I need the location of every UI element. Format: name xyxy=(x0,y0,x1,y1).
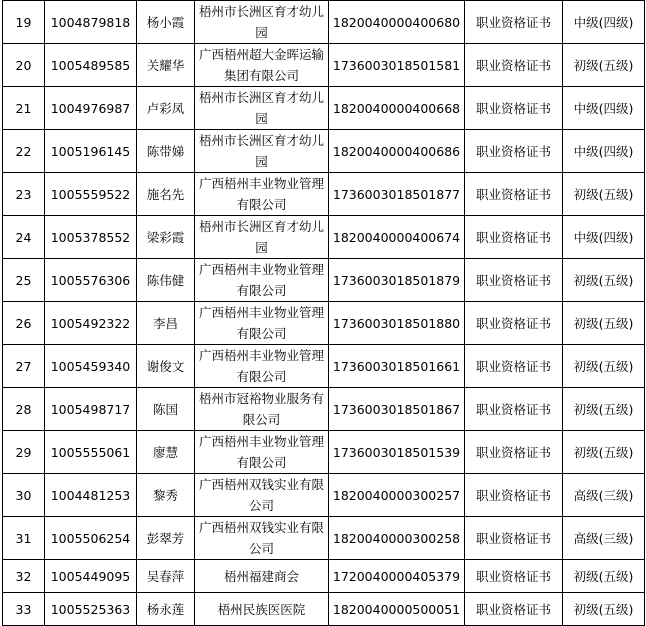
table-row xyxy=(3,345,645,388)
certificate-type-cell: 职业资格证书 xyxy=(465,474,563,517)
table-row xyxy=(3,87,645,130)
employer-cell: 广西梧州超大金晖运输集团有限公司 xyxy=(195,44,329,87)
level-cell: 中级(四级) xyxy=(563,1,645,44)
certificate-number-cell: 1736003018501880 xyxy=(329,302,465,345)
applicant-id-cell: 1005489585 xyxy=(45,44,137,87)
employer-cell: 梧州市长洲区育才幼儿园 xyxy=(195,1,329,44)
row-number-cell: 32 xyxy=(3,560,45,593)
table-row xyxy=(3,431,645,474)
applicant-id-cell: 1005555061 xyxy=(45,431,137,474)
certificate-number-cell: 1736003018501867 xyxy=(329,388,465,431)
employer-cell: 梧州市长洲区育才幼儿园 xyxy=(195,87,329,130)
certificate-type-cell: 职业资格证书 xyxy=(465,216,563,259)
certificate-type-cell: 职业资格证书 xyxy=(465,560,563,593)
level-cell: 初级(五级) xyxy=(563,388,645,431)
row-number-cell: 22 xyxy=(3,130,45,173)
level-cell: 中级(四级) xyxy=(563,216,645,259)
table-row xyxy=(3,517,645,560)
applicant-id-cell: 1005559522 xyxy=(45,173,137,216)
certificate-type-cell: 职业资格证书 xyxy=(465,44,563,87)
level-cell: 初级(五级) xyxy=(563,44,645,87)
row-number-cell: 20 xyxy=(3,44,45,87)
level-cell: 中级(四级) xyxy=(563,130,645,173)
applicant-id-cell: 1005378552 xyxy=(45,216,137,259)
row-number-cell: 33 xyxy=(3,593,45,626)
certificate-number-cell: 1820040000300257 xyxy=(329,474,465,517)
name-cell: 李昌 xyxy=(137,302,195,345)
table-row xyxy=(3,259,645,302)
certificate-table xyxy=(2,0,645,626)
applicant-id-cell: 1005525363 xyxy=(45,593,137,626)
table-row xyxy=(3,173,645,216)
name-cell: 施名先 xyxy=(137,173,195,216)
certificate-type-cell: 职业资格证书 xyxy=(465,173,563,216)
applicant-id-cell: 1005498717 xyxy=(45,388,137,431)
applicant-id-cell: 1005506254 xyxy=(45,517,137,560)
certificate-number-cell: 1736003018501581 xyxy=(329,44,465,87)
level-cell: 初级(五级) xyxy=(563,345,645,388)
table-body xyxy=(3,1,645,626)
applicant-id-cell: 1005459340 xyxy=(45,345,137,388)
certificate-number-cell: 1820040000400686 xyxy=(329,130,465,173)
name-cell: 梁彩霞 xyxy=(137,216,195,259)
certificate-number-cell: 1736003018501539 xyxy=(329,431,465,474)
employer-cell: 广西梧州丰业物业管理有限公司 xyxy=(195,302,329,345)
row-number-cell: 31 xyxy=(3,517,45,560)
employer-cell: 梧州福建商会 xyxy=(195,560,329,593)
certificate-type-cell: 职业资格证书 xyxy=(465,517,563,560)
certificate-type-cell: 职业资格证书 xyxy=(465,87,563,130)
employer-cell: 梧州市长洲区育才幼儿园 xyxy=(195,216,329,259)
level-cell: 高级(三级) xyxy=(563,474,645,517)
employer-cell: 广西梧州双钱实业有限公司 xyxy=(195,517,329,560)
employer-cell: 广西梧州丰业物业管理有限公司 xyxy=(195,345,329,388)
employer-cell: 广西梧州丰业物业管理有限公司 xyxy=(195,173,329,216)
table-row xyxy=(3,1,645,44)
level-cell: 初级(五级) xyxy=(563,593,645,626)
employer-cell: 广西梧州双钱实业有限公司 xyxy=(195,474,329,517)
applicant-id-cell: 1004481253 xyxy=(45,474,137,517)
row-number-cell: 19 xyxy=(3,1,45,44)
certificate-number-cell: 1820040000400674 xyxy=(329,216,465,259)
level-cell: 高级(三级) xyxy=(563,517,645,560)
table-row xyxy=(3,302,645,345)
level-cell: 初级(五级) xyxy=(563,302,645,345)
row-number-cell: 30 xyxy=(3,474,45,517)
applicant-id-cell: 1004976987 xyxy=(45,87,137,130)
table-row xyxy=(3,474,645,517)
table-row xyxy=(3,130,645,173)
applicant-id-cell: 1005576306 xyxy=(45,259,137,302)
row-number-cell: 21 xyxy=(3,87,45,130)
row-number-cell: 26 xyxy=(3,302,45,345)
certificate-number-cell: 1820040000500051 xyxy=(329,593,465,626)
certificate-number-cell: 1736003018501877 xyxy=(329,173,465,216)
certificate-type-cell: 职业资格证书 xyxy=(465,345,563,388)
certificate-number-cell: 1720040000405379 xyxy=(329,560,465,593)
row-number-cell: 27 xyxy=(3,345,45,388)
table-row xyxy=(3,593,645,626)
name-cell: 杨小霞 xyxy=(137,1,195,44)
name-cell: 关耀华 xyxy=(137,44,195,87)
certificate-type-cell: 职业资格证书 xyxy=(465,593,563,626)
row-number-cell: 28 xyxy=(3,388,45,431)
applicant-id-cell: 1005449095 xyxy=(45,560,137,593)
certificate-number-cell: 1736003018501661 xyxy=(329,345,465,388)
certificate-type-cell: 职业资格证书 xyxy=(465,130,563,173)
name-cell: 杨永莲 xyxy=(137,593,195,626)
name-cell: 陈伟健 xyxy=(137,259,195,302)
certificate-number-cell: 1736003018501879 xyxy=(329,259,465,302)
certificate-number-cell: 1820040000400680 xyxy=(329,1,465,44)
name-cell: 廖慧 xyxy=(137,431,195,474)
level-cell: 初级(五级) xyxy=(563,173,645,216)
employer-cell: 广西梧州丰业物业管理有限公司 xyxy=(195,259,329,302)
applicant-id-cell: 1004879818 xyxy=(45,1,137,44)
row-number-cell: 25 xyxy=(3,259,45,302)
employer-cell: 梧州民族医医院 xyxy=(195,593,329,626)
certificate-number-cell: 1820040000300258 xyxy=(329,517,465,560)
name-cell: 谢俊文 xyxy=(137,345,195,388)
applicant-id-cell: 1005196145 xyxy=(45,130,137,173)
name-cell: 陈国 xyxy=(137,388,195,431)
applicant-id-cell: 1005492322 xyxy=(45,302,137,345)
table-row xyxy=(3,560,645,593)
name-cell: 陈带娣 xyxy=(137,130,195,173)
employer-cell: 广西梧州丰业物业管理有限公司 xyxy=(195,431,329,474)
name-cell: 彭翠芳 xyxy=(137,517,195,560)
certificate-type-cell: 职业资格证书 xyxy=(465,388,563,431)
row-number-cell: 24 xyxy=(3,216,45,259)
table-row xyxy=(3,388,645,431)
certificate-type-cell: 职业资格证书 xyxy=(465,1,563,44)
employer-cell: 梧州市冠裕物业服务有限公司 xyxy=(195,388,329,431)
level-cell: 初级(五级) xyxy=(563,259,645,302)
level-cell: 中级(四级) xyxy=(563,87,645,130)
row-number-cell: 29 xyxy=(3,431,45,474)
employer-cell: 梧州市长洲区育才幼儿园 xyxy=(195,130,329,173)
level-cell: 初级(五级) xyxy=(563,560,645,593)
name-cell: 卢彩凤 xyxy=(137,87,195,130)
name-cell: 黎秀 xyxy=(137,474,195,517)
certificate-type-cell: 职业资格证书 xyxy=(465,431,563,474)
table-row xyxy=(3,216,645,259)
certificate-table-container xyxy=(2,0,645,626)
row-number-cell: 23 xyxy=(3,173,45,216)
certificate-type-cell: 职业资格证书 xyxy=(465,259,563,302)
certificate-number-cell: 1820040000400668 xyxy=(329,87,465,130)
name-cell: 吴春萍 xyxy=(137,560,195,593)
table-row xyxy=(3,44,645,87)
level-cell: 初级(五级) xyxy=(563,431,645,474)
certificate-type-cell: 职业资格证书 xyxy=(465,302,563,345)
